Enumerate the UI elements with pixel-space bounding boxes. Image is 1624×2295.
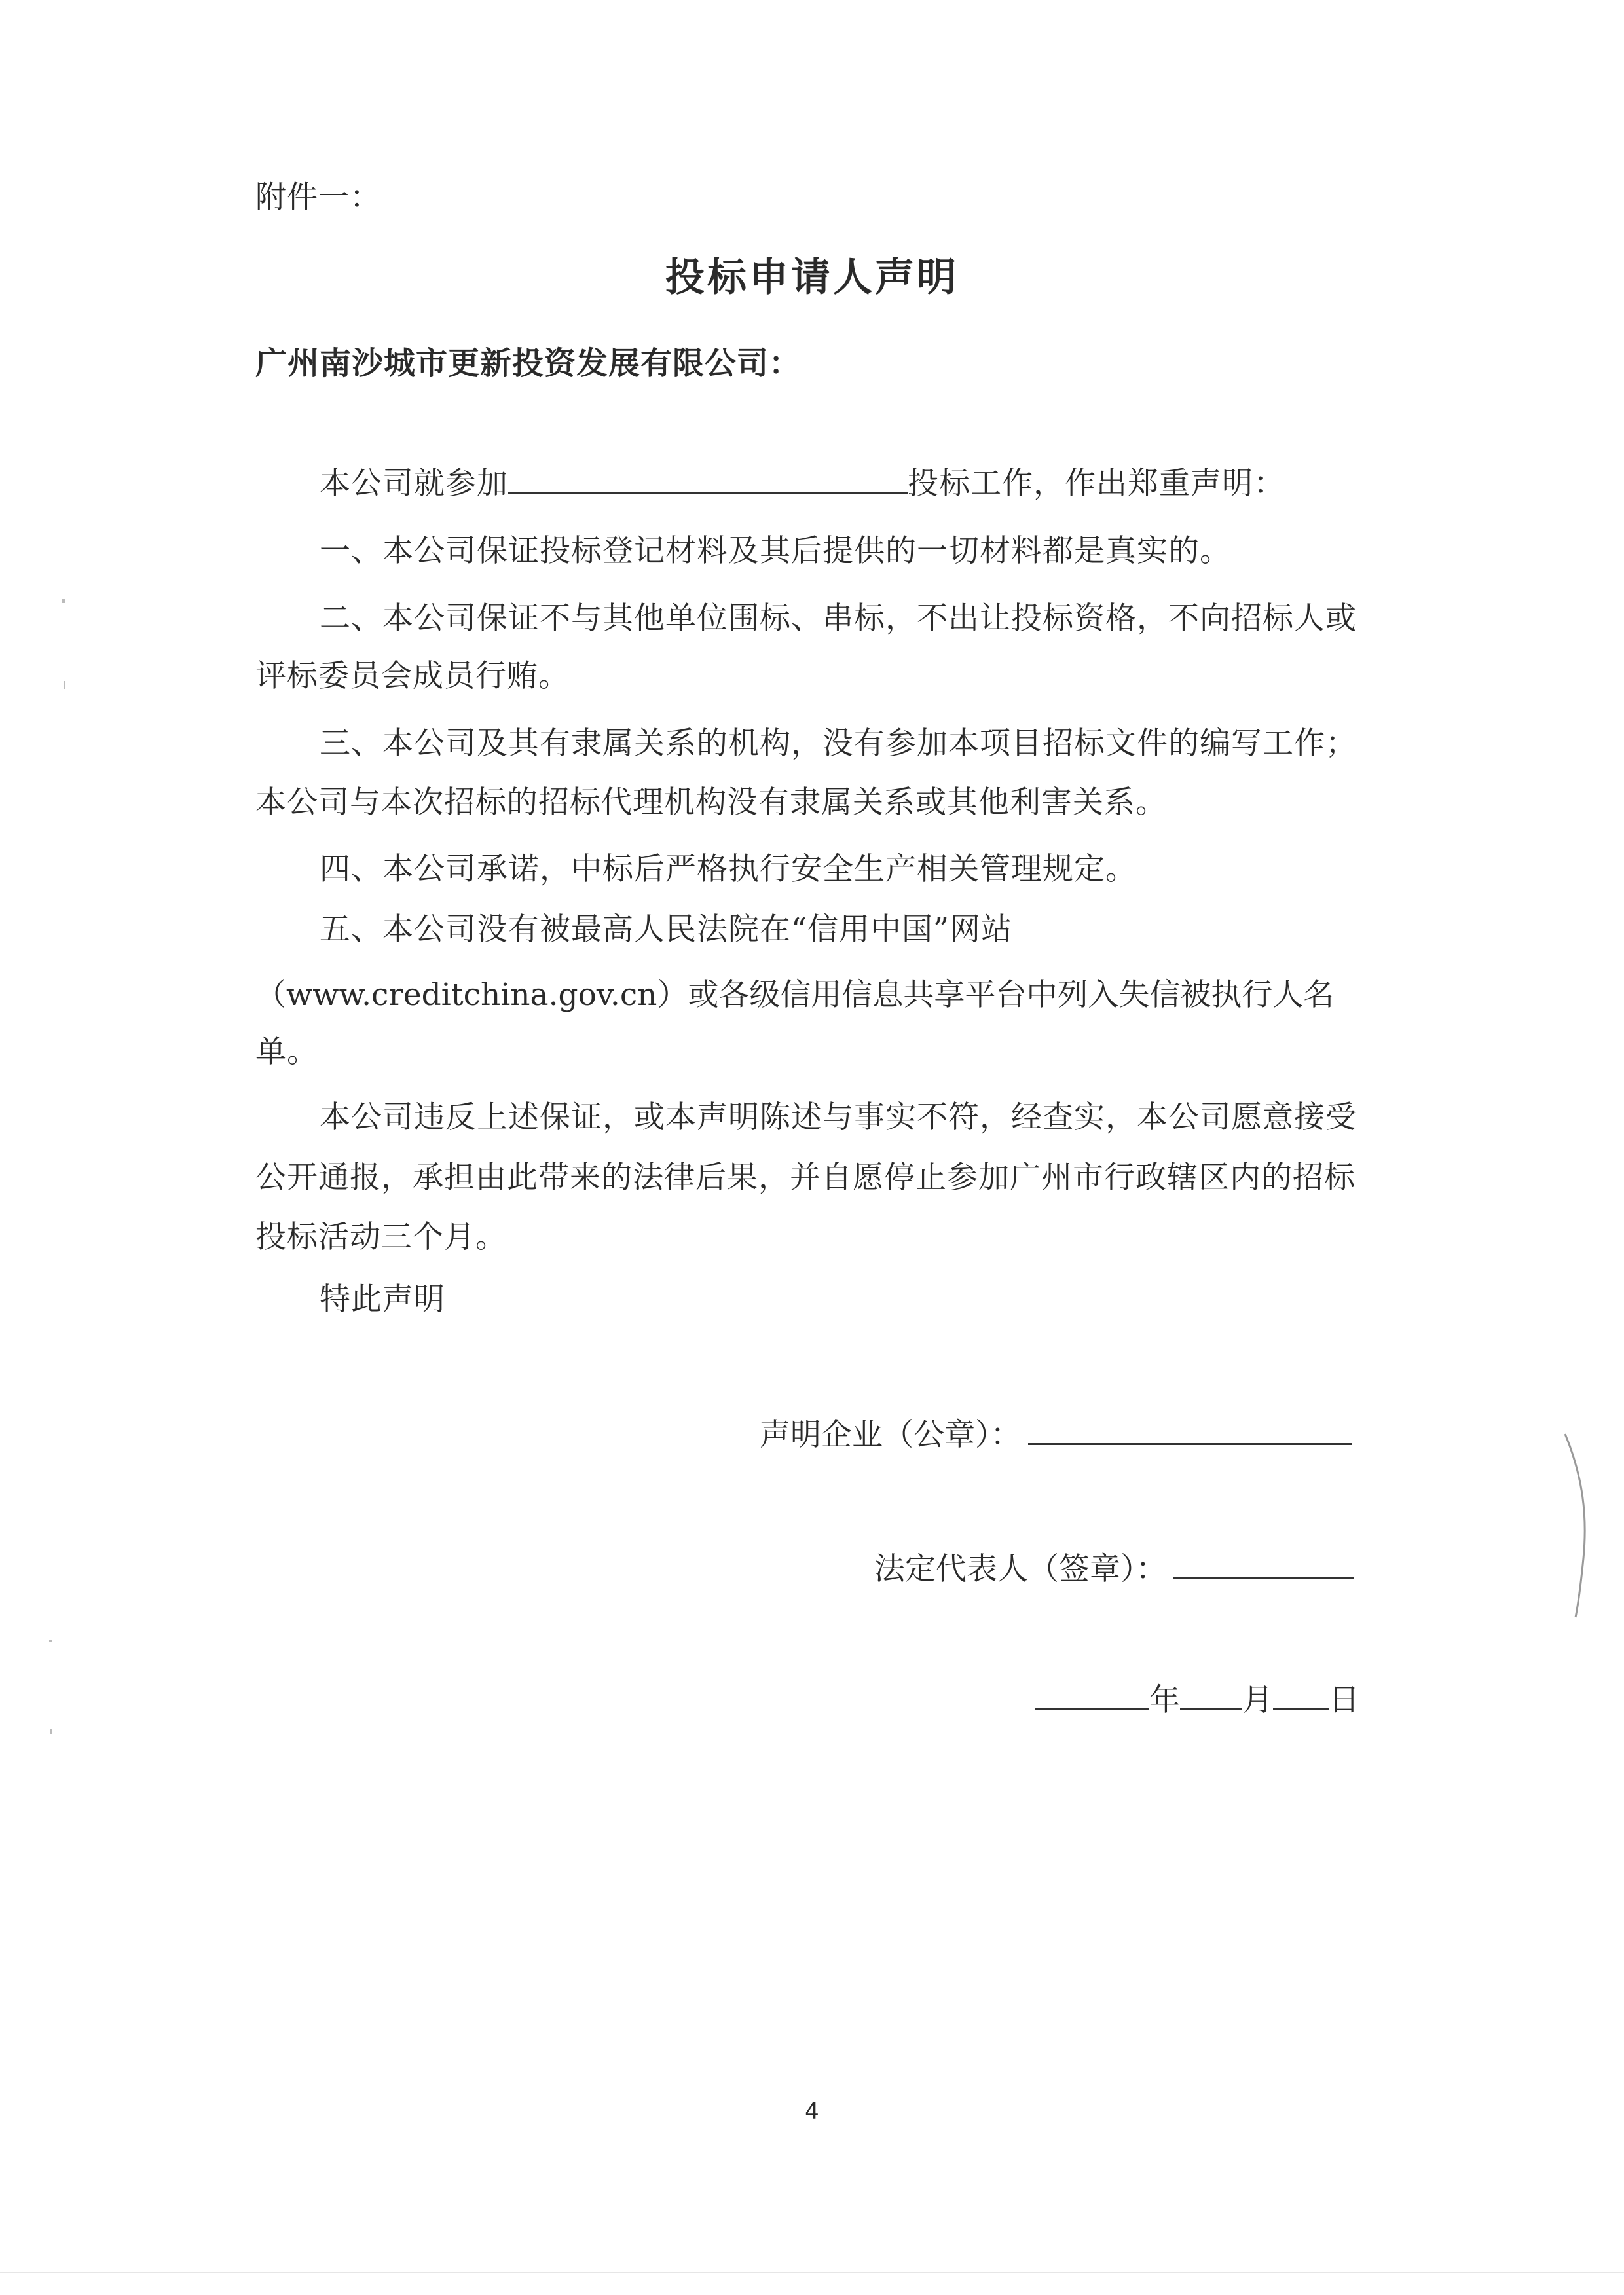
legal-rep-blank [1173, 1549, 1354, 1579]
project-name-blank [508, 463, 908, 494]
scan-speck [62, 599, 65, 603]
item-3-line-1: 三、本公司及其有隶属关系的机构，没有参加本项目招标文件的编写工作； [320, 725, 1357, 762]
year-blank [1035, 1680, 1149, 1710]
scan-speck [64, 681, 65, 689]
scan-bottom-edge [0, 2272, 1624, 2273]
intro-line [320, 463, 1285, 504]
item-3-line-2: 本公司与本次招标的招标代理机构没有隶属关系或其他利害关系。 [255, 784, 1167, 820]
company-seal-line [760, 1414, 1352, 1455]
scan-speck [50, 1729, 52, 1734]
company-seal-label: 声明企业（公章）： [760, 1417, 1022, 1453]
date-month-label: 月 [1242, 1682, 1273, 1718]
closing-line-2: 公开通报，承担由此带来的法律后果，并自愿停止参加广州市行政辖区内的招标 [255, 1160, 1356, 1196]
legal-rep-label: 法定代表人（签章）： [874, 1551, 1167, 1587]
date-line [1035, 1680, 1359, 1720]
month-blank [1180, 1680, 1242, 1710]
date-year-label: 年 [1149, 1682, 1180, 1718]
attachment-label: 附件一： [255, 179, 381, 215]
item-5-line-2: （www.creditchina.gov.cn）或各级信用信息共享平台中列入失信被执行人名 [255, 977, 1335, 1013]
date-day-label: 日 [1329, 1682, 1359, 1718]
recipient-name: 广州南沙城市更新投资发展有限公司： [255, 345, 802, 382]
document-title: 投标申请人声明 [665, 255, 959, 301]
closing-line-1: 本公司违反上述保证，或本声明陈述与事实不符，经查实，本公司愿意接受 [320, 1099, 1357, 1135]
closing-line-3: 投标活动三个月。 [255, 1219, 507, 1255]
scan-speck [49, 1640, 52, 1642]
day-blank [1273, 1680, 1329, 1710]
item-2-line-1: 二、本公司保证不与其他单位围标、串标，不出让投标资格，不向招标人或 [320, 600, 1357, 636]
scan-edge-mark [1552, 1427, 1598, 1624]
item-5-line-1: 五、本公司没有被最高人民法院在“信用中国”网站 [320, 911, 1013, 947]
item-5-line-3: 单。 [255, 1034, 318, 1070]
item-1: 一、本公司保证投标登记材料及其后提供的一切材料都是真实的。 [320, 533, 1231, 569]
page-number: 4 [805, 2099, 819, 2125]
legal-rep-line [874, 1549, 1354, 1589]
company-seal-blank [1028, 1414, 1352, 1445]
hereby-declare: 特此声明 [320, 1281, 445, 1317]
item-4: 四、本公司承诺，中标后严格执行安全生产相关管理规定。 [320, 851, 1137, 887]
intro-text-before: 本公司就参加 [320, 466, 508, 502]
intro-text-after: 投标工作，作出郑重声明： [908, 466, 1285, 502]
item-2-line-2: 评标委员会成员行贿。 [255, 658, 570, 694]
